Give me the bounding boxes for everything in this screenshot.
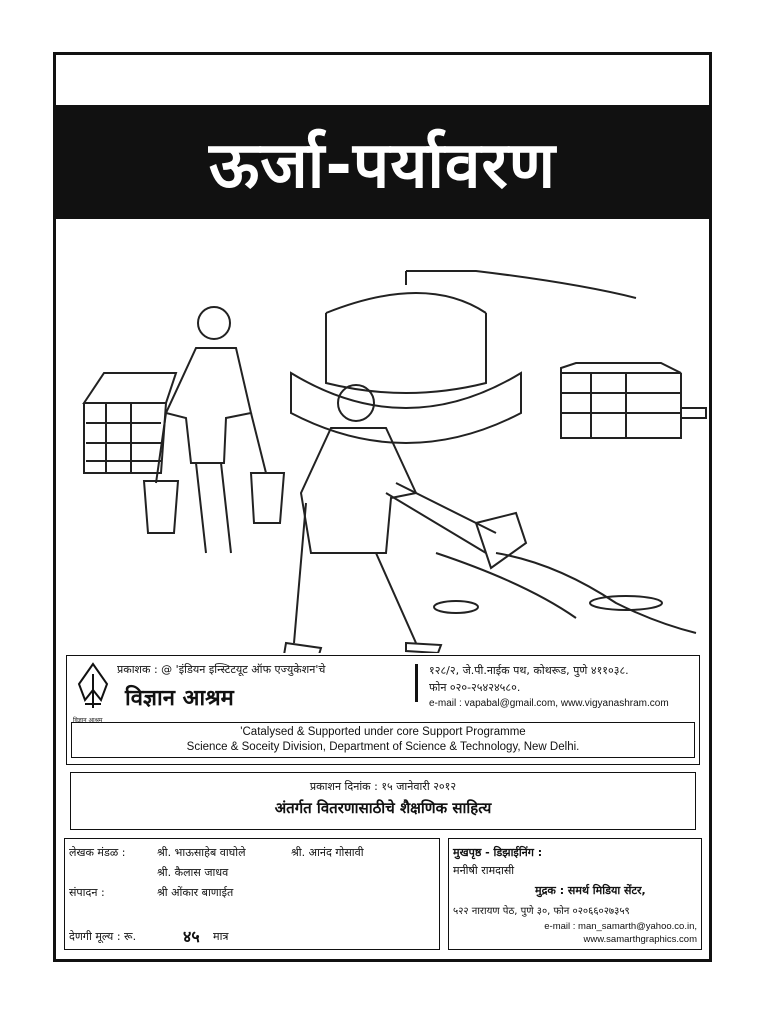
cover-frame	[53, 52, 712, 962]
printer-email: e-mail : man_samarth@yahoo.co.in,	[544, 921, 697, 932]
editor-name: श्री ओंकार बाणाईत	[157, 886, 234, 899]
publisher-phone: फोन ०२०-२५४२४५८०.	[429, 681, 521, 694]
cover-designer: मनीषी रामदासी	[453, 864, 515, 877]
printer-address: ५२२ नारायण पेठ, पुणे ३०, फोन ०२०६६०२७३५९	[453, 906, 630, 917]
printer-website: www.samarthgraphics.com	[583, 934, 697, 945]
author-2: श्री. आनंद गोसावी	[291, 846, 364, 859]
vigyan-ashram-logo-icon	[75, 660, 111, 716]
author-1: श्री. भाऊसाहेब वाघोले	[157, 846, 246, 859]
price-value: ४५	[183, 927, 200, 946]
publication-box	[70, 772, 696, 830]
design-box	[448, 838, 702, 950]
cover-title: ऊर्जा-पर्यावरण	[209, 128, 556, 203]
publisher-label: प्रकाशक : @ 'इंडियन इन्स्टिटयूट ऑफ एज्युकेशन'चे	[117, 663, 326, 676]
editor-label: संपादन :	[69, 886, 105, 899]
support-line-2: Science & Soceity Division, Department of Science & Technology, New Delhi.	[186, 741, 580, 753]
cover-design-label: मुखपृष्ठ - डिझाईनिंग :	[453, 846, 543, 859]
publisher-divider	[415, 664, 418, 702]
publication-date: प्रकाशन दिनांक : १५ जानेवारी २०१२	[309, 780, 457, 793]
biogas-illustration	[56, 223, 709, 653]
distribution-note: अंतर्गत वितरणासाठीचे शैक्षणिक साहित्य	[274, 799, 492, 817]
authors-label: लेखक मंडळ :	[69, 846, 126, 859]
author-3: श्री. कैलास जाधव	[157, 866, 229, 879]
logo-caption: विज्ञान आश्रम	[73, 717, 103, 724]
publisher-name: विज्ञान आश्रम	[125, 685, 234, 711]
support-line-1: 'Catalysed & Supported under core Support Programme	[240, 726, 526, 738]
support-box	[71, 722, 695, 758]
printer-label: मुद्रक : समर्थ मिडिया सेंटर,	[535, 884, 646, 897]
publisher-address: १२८/२, जे.पी.नाईक पथ, कोथरूड, पुणे ४११०३८.	[429, 664, 629, 677]
price-suffix: मात्र	[213, 930, 229, 943]
price-label: देणगी मूल्य : रू.	[69, 930, 137, 943]
credits-box	[64, 838, 440, 950]
publisher-email: e-mail : vapabal@gmail.com, www.vigyanashram.com	[429, 698, 669, 709]
title-band	[56, 105, 709, 219]
publisher-box	[66, 655, 700, 765]
